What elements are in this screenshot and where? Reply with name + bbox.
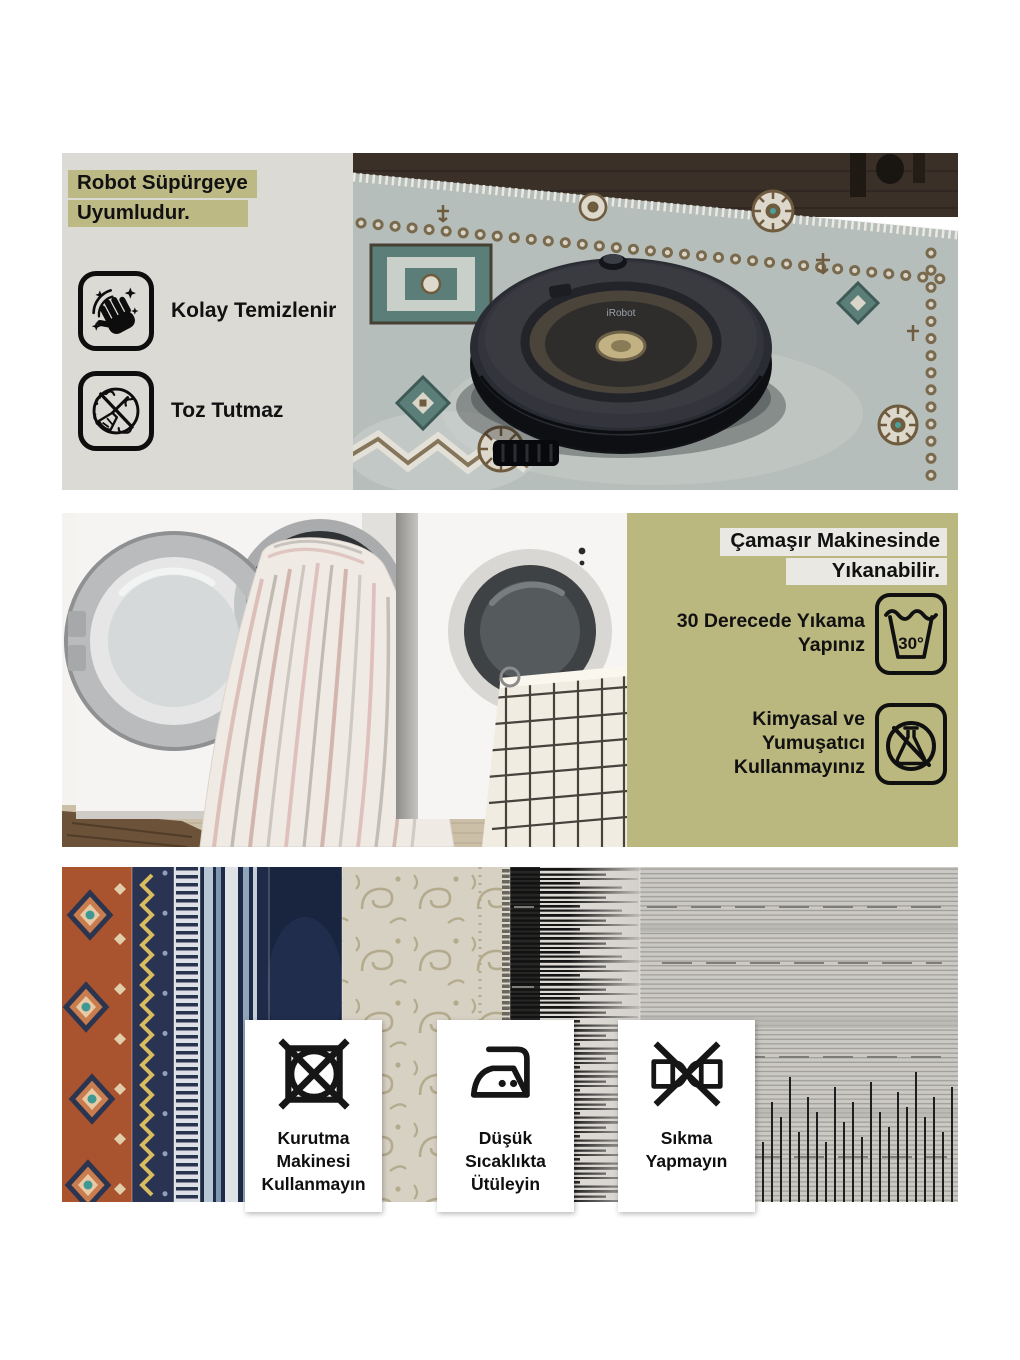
no-dust-broom-icon — [78, 371, 154, 451]
feature-no-chemicals-label: Kimyasal ve Yumuşatıcı Kullanmayınız — [733, 708, 865, 778]
svg-text:30°: 30° — [898, 634, 924, 654]
no-wring-icon — [649, 1036, 725, 1112]
vacuum-brand-label: iRobot — [606, 308, 636, 319]
photo-washing-machine — [62, 513, 627, 847]
feature-wash-30-label: 30 Derecede Yıkama Yapınız — [676, 610, 865, 657]
wash-30-degrees-icon — [875, 593, 947, 675]
care-card-iron-low — [437, 1020, 574, 1212]
photo-robot-vacuum-on-rug — [353, 153, 958, 490]
iron-low-temp-icon — [468, 1036, 544, 1112]
wash-info-panel — [627, 513, 958, 847]
care-card-label: Kurutma Makinesi Kullanmayın — [261, 1128, 366, 1194]
feature-easy-clean — [78, 271, 345, 351]
robot-header-line2: Uyumludur. — [68, 200, 248, 228]
feature-easy-clean-label: Kolay Temizlenir — [171, 299, 337, 323]
wash-header-line1: Çamaşır Makinesinde — [720, 528, 947, 556]
section-machine-washable — [62, 513, 958, 847]
wash-header-line2: Yıkanabilir. — [786, 558, 947, 586]
feature-wash-30 — [627, 593, 947, 675]
feature-no-dust-label: Toz Tutmaz — [171, 399, 284, 423]
feature-no-chemicals — [627, 703, 947, 785]
care-card-label: Düşük Sıcaklıkta Ütüleyin — [465, 1128, 546, 1194]
no-tumble-dry-icon — [276, 1036, 352, 1112]
robot-info-panel — [62, 153, 353, 490]
rug-medallion — [371, 245, 491, 323]
care-card-no-wring — [618, 1020, 755, 1212]
laundry-basket — [480, 663, 627, 847]
care-card-no-tumble-dry — [245, 1020, 382, 1212]
wash-header — [627, 528, 947, 585]
robot-header — [68, 170, 345, 227]
no-chemicals-flask-icon — [875, 703, 947, 785]
feature-no-dust — [78, 371, 345, 451]
care-card-label: Sıkma Yapmayın — [645, 1128, 728, 1171]
section-robot-vacuum — [62, 153, 958, 490]
easy-clean-hand-icon — [78, 271, 154, 351]
section-care-symbols — [62, 867, 958, 1202]
robot-header-line1: Robot Süpürgeye — [68, 170, 257, 198]
